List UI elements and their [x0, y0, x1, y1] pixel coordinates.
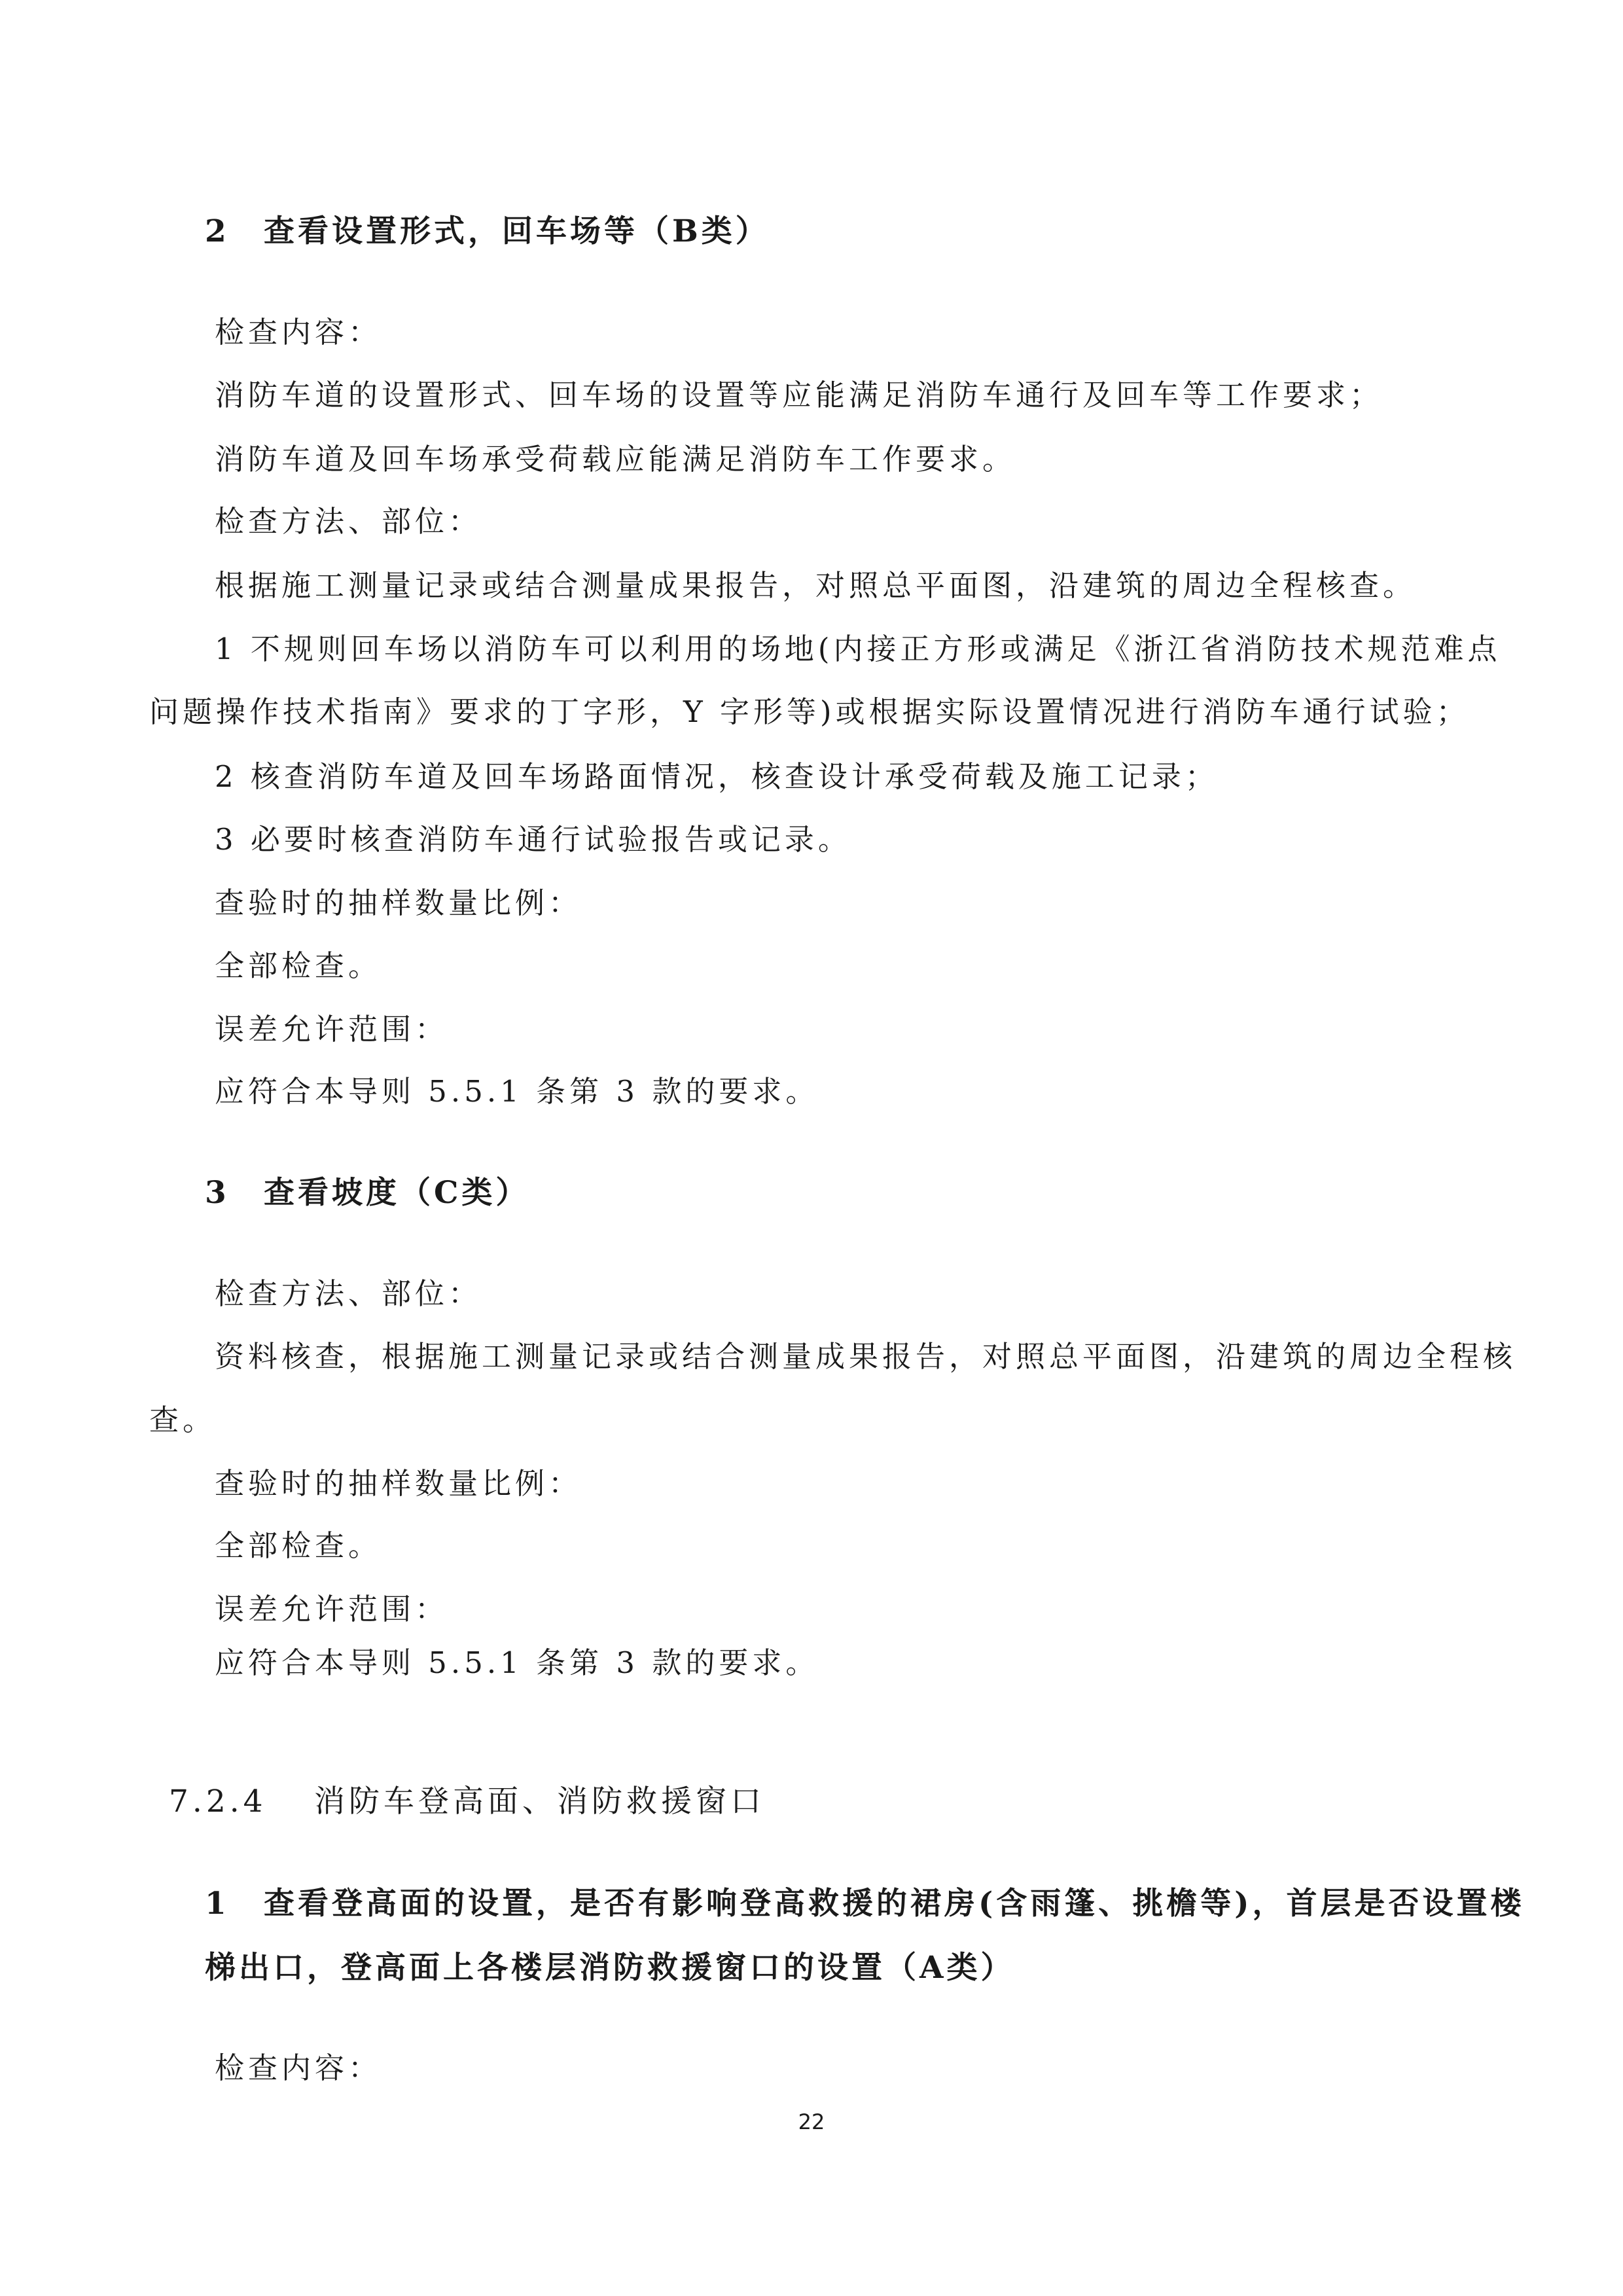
s2-line-tolerance-label: 误差允许范围： [215, 1012, 449, 1047]
s2-line-12: 应符合本导则 5.5.1 条第 3 款的要求。 [215, 1074, 819, 1109]
section-3-title: 查看坡度（C类） [264, 1175, 530, 1211]
section-2-heading [205, 211, 770, 252]
s3-line-2: 查。 [149, 1403, 217, 1437]
section-2-title: 查看设置形式，回车场等（B类） [264, 213, 770, 249]
s1-line-check-content-label: 检查内容： [215, 2051, 382, 2085]
s3-line-4: 全部检查。 [215, 1528, 382, 1563]
s2-line-sampling-label: 查验时的抽样数量比例： [215, 886, 582, 920]
s3-line-method-label: 检查方法、部位： [215, 1276, 482, 1311]
s3-line-1: 资料核查，根据施工测量记录或结合测量成果报告，对照总平面图，沿建筑的周边全程核 [215, 1339, 1517, 1374]
section-7-2-4-heading [169, 1782, 765, 1822]
s2-line-1: 消防车道的设置形式、回车场的设置等应能满足消防车通行及回车等工作要求； [215, 378, 1383, 412]
s3-line-6: 应符合本导则 5.5.1 条第 3 款的要求。 [215, 1645, 819, 1680]
s2-line-6: 问题操作技术指南》要求的丁字形，Y 字形等)或根据实际设置情况进行消防车通行试验； [149, 694, 1470, 729]
page-number: 22 [798, 2109, 825, 2134]
s2-line-8: 3 必要时核查消防车通行试验报告或记录。 [215, 822, 851, 857]
section-3-heading [205, 1173, 529, 1213]
section-1-number: 1 [205, 1886, 230, 1922]
section-2-number: 2 [205, 213, 230, 249]
s3-line-tolerance-label: 误差允许范围： [215, 1592, 449, 1626]
s2-line-4: 根据施工测量记录或结合测量成果报告，对照总平面图，沿建筑的周边全程核查。 [215, 568, 1417, 603]
s2-line-10: 全部检查。 [215, 948, 382, 983]
s2-line-method-label: 检查方法、部位： [215, 504, 482, 539]
section-1-heading-line-2: 梯出口，登高面上各楼层消防救援窗口的设置（A类） [205, 1950, 1015, 1986]
section-1-heading-line-1 [205, 1884, 1524, 1924]
section-7-2-4-number: 7.2.4 [169, 1784, 267, 1820]
s2-line-5: 1 不规则回车场以消防车可以利用的场地(内接正方形或满足《浙江省消防技术规范难点 [215, 632, 1501, 666]
section-1-title-line-1: 查看登高面的设置，是否有影响登高救援的裙房(含雨篷、挑檐等)，首层是否设置楼 [264, 1886, 1525, 1922]
s2-line-check-content-label: 检查内容： [215, 315, 382, 350]
s2-line-2: 消防车道及回车场承受荷载应能满足消防车工作要求。 [215, 442, 1016, 476]
s2-line-7: 2 核查消防车道及回车场路面情况，核查设计承受荷载及施工记录； [215, 759, 1219, 794]
section-7-2-4-title: 消防车登高面、消防救援窗口 [314, 1784, 765, 1820]
s3-line-sampling-label: 查验时的抽样数量比例： [215, 1466, 582, 1501]
section-3-number: 3 [205, 1175, 230, 1211]
